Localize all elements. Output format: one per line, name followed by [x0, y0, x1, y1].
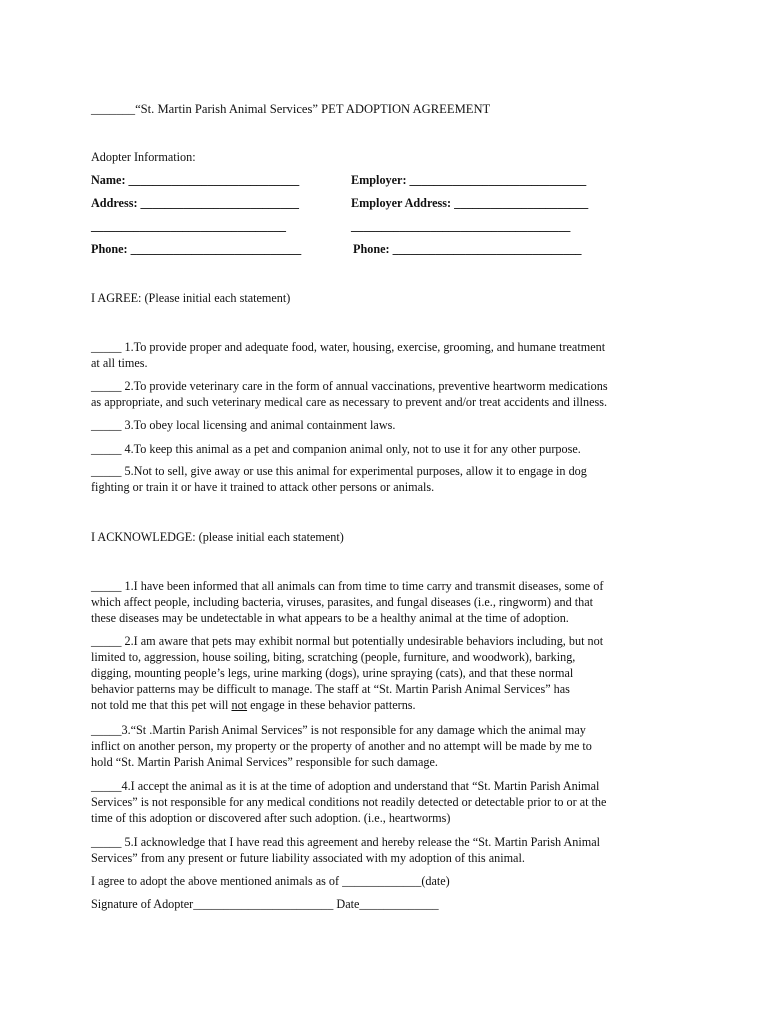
ack-item-1-line: these diseases may be undetectable in what appears to be a healthy animal at the time of adoption. [91, 611, 569, 625]
ack-item-4-line: _____4.I accept the animal as it is at the time of adoption and understand that “St. Martin Parish Animal [91, 779, 600, 793]
ack-item-2-line: _____ 2.I am aware that pets may exhibit normal but potentially undesirable behaviors including, but not [91, 634, 604, 648]
agree-item-4-line: _____ 4.To keep this animal as a pet and companion animal only, not to use it for any other purpose. [91, 442, 581, 456]
ack-item-3-line: inflict on another person, my property or the property of another and no attempt will be made by me to [91, 739, 592, 753]
agree-item-1-line: at all times. [91, 356, 148, 370]
ack-item-1-line: _____ 1.I have been informed that all animals can from time to time carry and transmit diseases, some of [91, 579, 604, 593]
agree-item-5-line: _____ 5.Not to sell, give away or use this animal for experimental purposes, allow it to engage in dog [91, 464, 587, 478]
ack-item-4 [91, 778, 691, 826]
agree-item-5-line: fighting or train it or have it trained to attack other persons or animals. [91, 480, 435, 494]
phone-field[interactable]: Phone: ____________________________ [91, 242, 302, 256]
adopter-info-heading: Adopter Information: [91, 150, 196, 164]
ack-item-5-line: _____ 5.I acknowledge that I have read this agreement and hereby release the “St. Martin Parish Animal [91, 835, 600, 849]
employer-address-field[interactable]: Employer Address: ______________________ [351, 196, 589, 210]
address-field[interactable]: Address: __________________________ [91, 196, 299, 210]
ack-item-2-text: engage in these behavior patterns. [247, 698, 416, 712]
ack-item-2-text: not told me that this pet will [91, 698, 232, 712]
agree-item-4 [91, 441, 691, 457]
ack-item-3 [91, 722, 691, 770]
ack-item-4-line: time of this adoption or discovered after such adoption. (i.e., heartworms) [91, 811, 451, 825]
ack-item-1-line: which affect people, including bacteria, viruses, parasites, and fungal diseases (i.e., ringworm) and that [91, 595, 594, 609]
agree-item-3 [91, 417, 691, 433]
employer-address-line2-field[interactable]: ____________________________________ [351, 219, 571, 233]
agree-item-3-line: _____ 3.To obey local licensing and animal containment laws. [91, 418, 396, 432]
adoption-date-line[interactable]: I agree to adopt the above mentioned animals as of _____________(date) [91, 874, 450, 888]
ack-item-2-line: behavior patterns may be difficult to manage. The staff at “St. Martin Parish Animal Services” has [91, 682, 570, 696]
ack-item-4-line: Services” is not responsible for any medical conditions not readily detected or detectable prior to or at the [91, 795, 607, 809]
ack-item-5 [91, 834, 691, 866]
agree-item-2-line: _____ 2.To provide veterinary care in the form of annual vaccinations, preventive heartworm medications [91, 379, 608, 393]
ack-item-2 [91, 633, 691, 713]
name-field[interactable]: Name: ____________________________ [91, 173, 300, 187]
agree-heading: I AGREE: (Please initial each statement) [91, 291, 291, 305]
agree-item-2 [91, 378, 691, 410]
agree-item-1-line: _____ 1.To provide proper and adequate food, water, housing, exercise, grooming, and humane treatment [91, 340, 606, 354]
document-title: _______“St. Martin Parish Animal Services” PET ADOPTION AGREEMENT [91, 102, 491, 116]
agree-item-2-line: as appropriate, and such veterinary medical care as necessary to prevent and/or treat accidents and illness. [91, 395, 608, 409]
ack-item-3-line: _____3.“St .Martin Parish Animal Services” is not responsible for any damage which the animal may [91, 723, 586, 737]
address-line2-field[interactable]: ________________________________ [91, 219, 286, 233]
employer-phone-field[interactable]: Phone: _______________________________ [353, 242, 582, 256]
ack-item-3-line: hold “St. Martin Parish Animal Services” responsible for such damage. [91, 755, 438, 769]
agree-item-1 [91, 339, 691, 371]
signature-line[interactable]: Signature of Adopter_______________________ Date_____________ [91, 897, 439, 911]
ack-item-5-line: Services” from any present or future liability associated with my adoption of this animal. [91, 851, 525, 865]
acknowledge-heading: I ACKNOWLEDGE: (please initial each statement) [91, 530, 344, 544]
ack-item-2-line: limited to, aggression, house soiling, biting, scratching (people, furniture, and woodwork), barking, [91, 650, 576, 664]
employer-field[interactable]: Employer: _____________________________ [351, 173, 587, 187]
ack-item-1 [91, 578, 691, 626]
ack-item-2-last-line [91, 697, 691, 713]
underlined-not: not [231, 698, 248, 712]
ack-item-2-line: digging, mounting people’s legs, urine marking (dogs), urine spraying (cats), and that these normal [91, 666, 574, 680]
agree-item-5 [91, 463, 691, 495]
